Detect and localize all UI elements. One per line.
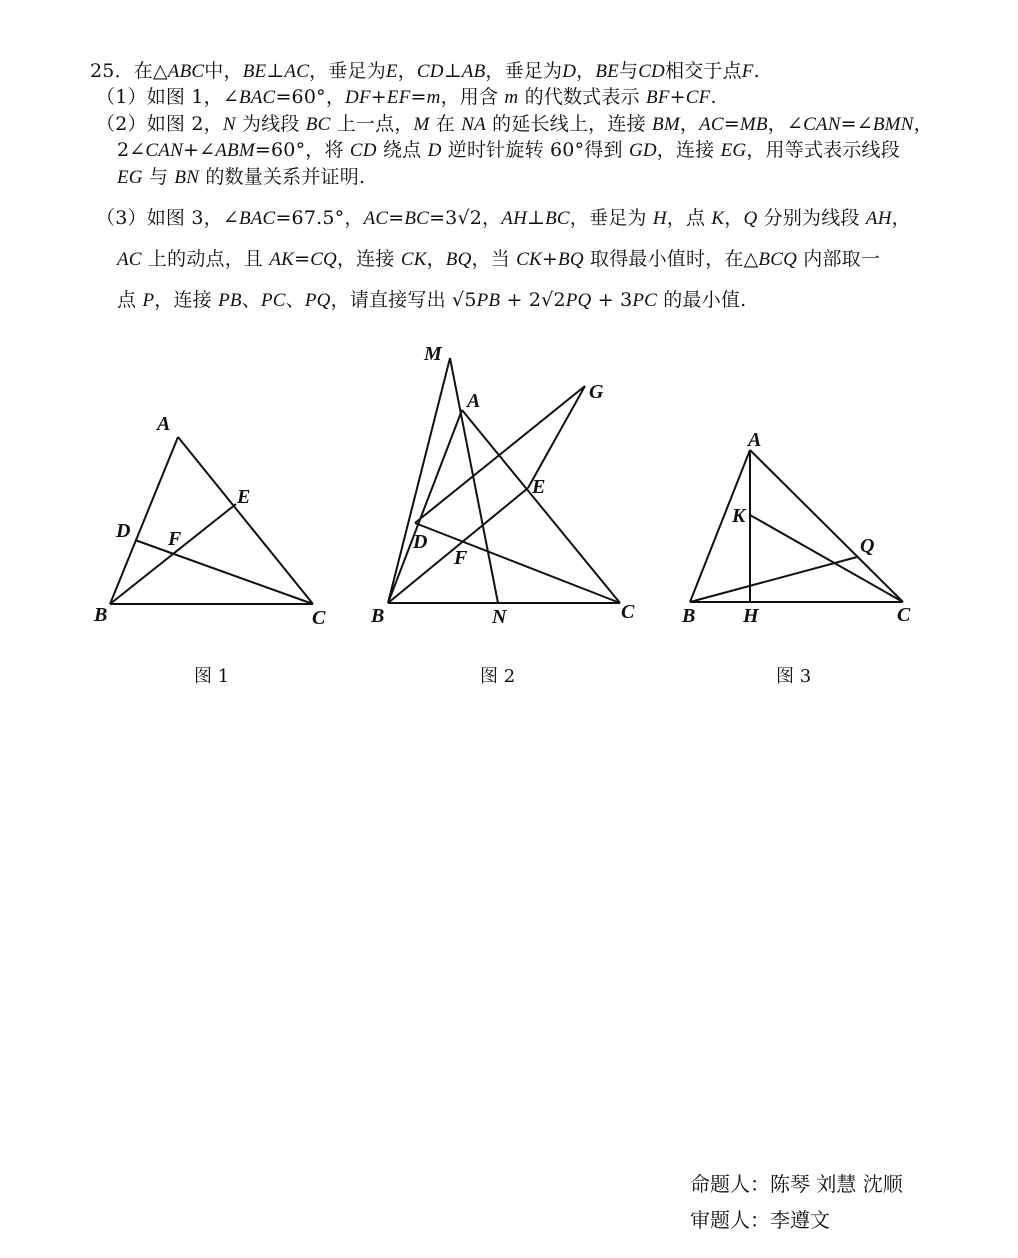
fig2-label-a: A xyxy=(467,390,481,412)
part2-line3: EG 与 BN 的数量关系并证明. xyxy=(117,166,366,188)
part3-line3: 点 P，连接 PB、PC、PQ，请直接写出 √5PB + 2√2PQ + 3PC 的最小值. xyxy=(117,289,747,311)
fig1-label-d: D xyxy=(116,520,131,542)
fig3-segment-bq xyxy=(690,557,857,602)
fig3-label-k: K xyxy=(732,505,746,527)
fig2-label-g: G xyxy=(589,381,604,403)
problem-intro: 在△ABC中，BE⊥AC，垂足为E，CD⊥AB，垂足为D，BE与CD相交于点F. xyxy=(133,60,760,82)
fig1-label-c: C xyxy=(312,607,326,629)
fig2-label-n: N xyxy=(492,606,507,628)
problem-number: 25． xyxy=(90,60,134,82)
fig1-label-f: F xyxy=(168,528,182,550)
part2-line2: 2∠CAN+∠ABM=60°，将 CD 绕点 D 逆时针旋转 60°得到 GD，连接 EG，用等式表示线段 xyxy=(117,139,900,161)
part3-line1: （3）如图 3，∠BAC=67.5°，AC=BC=3√2，AH⊥BC，垂足为 H，点 K，Q 分别为线段 AH， xyxy=(96,207,911,229)
fig2-label-m: M xyxy=(424,343,442,365)
fig2-label-c: C xyxy=(621,601,635,623)
fig1-label-e: E xyxy=(237,486,251,508)
fig3-label-q: Q xyxy=(860,535,875,557)
fig3-label-h: H xyxy=(743,605,759,627)
fig3-caption: 图 3 xyxy=(776,666,812,687)
fig3-label-c: C xyxy=(897,604,911,626)
fig1-label-b: B xyxy=(94,604,108,626)
part3-line2: AC 上的动点，且 AK=CQ，连接 CK，BQ，当 CK+BQ 取得最小值时，在△BCQ 内部取一 xyxy=(117,248,881,270)
reviewer-credit: 审题人：李遵文 xyxy=(690,1208,830,1232)
fig3-label-a: A xyxy=(748,429,762,451)
fig2-label-b: B xyxy=(371,605,385,627)
fig2-label-f: F xyxy=(454,547,468,569)
authors-credit: 命题人：陈琴 刘慧 沈顺 xyxy=(690,1172,903,1196)
fig3-segment-ck xyxy=(750,515,903,602)
part2-line1: （2）如图 2，N 为线段 BC 上一点，M 在 NA 的延长线上，连接 BM，AC=MB，∠CAN=∠BMN， xyxy=(96,113,933,135)
fig2-label-e: E xyxy=(532,476,546,498)
fig2-label-d: D xyxy=(413,531,428,553)
fig3-label-b: B xyxy=(682,605,696,627)
fig1-label-a: A xyxy=(157,413,171,435)
part1-line: （1）如图 1，∠BAC=60°，DF+EF=m，用含 m 的代数式表示 BF+CF. xyxy=(96,86,717,108)
fig2-caption: 图 2 xyxy=(480,666,516,687)
fig1-caption: 图 1 xyxy=(194,666,230,687)
